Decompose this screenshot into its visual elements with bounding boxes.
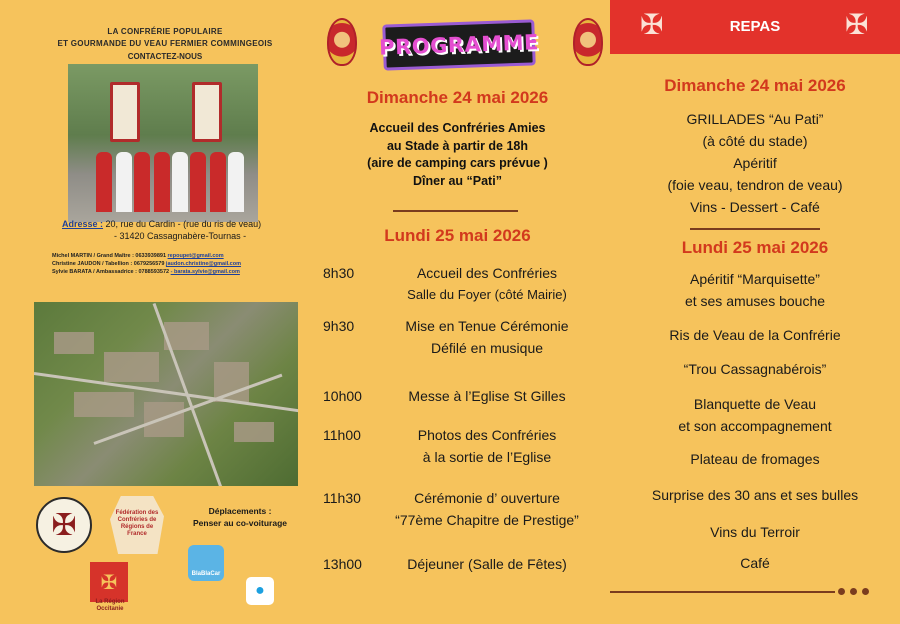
- deplacements-note: Déplacements : Penser au co-voiturage: [192, 506, 287, 528]
- repas-panel: [610, 0, 900, 624]
- divider: [690, 228, 820, 230]
- veal-mascot-icon: [327, 18, 357, 66]
- address-line2: - 31420 Cassagnabère-Tournas -: [114, 231, 247, 241]
- veal-mascot-icon: [573, 18, 603, 66]
- schedule-time: 10h00: [323, 388, 362, 404]
- procession-photo: [68, 64, 258, 222]
- org-title-line2: ET GOURMANDE DU VEAU FERMIER COMMINGEOIS: [57, 39, 273, 48]
- sunday-welcome: Accueil des Confréries Amies au Stade à partir de 18h (aire de camping cars prévue ) Dîner au “Pati”: [367, 121, 548, 188]
- robe-figure: [228, 152, 244, 212]
- robe-figure: [154, 152, 170, 212]
- banner-left: [110, 82, 140, 142]
- schedule-time: 11h30: [323, 490, 361, 506]
- programme-panel: PROGRAMME Dimanche 24 mai 2026 Accueil des Confréries Amies au Stade à partir de 18h (aire de camping cars prévue ) Dîner au “Pati” Lundi 25 mai 2026 8h30 Accueil des Confréries Salle du Foyer (côté Mairie) 9h30 Mise en Tenue Cérémonie Défilé en musique 10h00 Messe à l’Eglise St Gilles 11h00 Photos des Confréries à la sortie de l’Eglise 11h30 Cérémonie d’ ouverture “77ème Chapitre de Prestige” 13h00 Déjeuner (Salle de Fêtes): [305, 0, 610, 624]
- info-panel: [0, 0, 305, 624]
- programme-title: PROGRAMME: [382, 19, 536, 70]
- menu-item: Vins du Terroir: [710, 524, 800, 540]
- app-drop-icon: ●: [246, 577, 274, 605]
- org-title-line1: LA CONFRÉRIE POPULAIRE: [107, 27, 223, 36]
- contact-row: Michel MARTIN / Grand Maître : 0633939891 repoupet@gmail.com: [52, 253, 224, 259]
- menu-item: Ris de Veau de la Confrérie: [669, 327, 841, 343]
- menu-item-blanquette: Blanquette de Veau et son accompagnement: [678, 396, 832, 434]
- divider: [393, 210, 518, 212]
- repas-day-monday: Lundi 25 mai 2026: [681, 238, 829, 257]
- repas-header: [610, 0, 900, 54]
- occitan-cross-logo: ✠: [36, 497, 92, 553]
- aerial-photo: [34, 302, 298, 486]
- blablacar-icon: BlaBlaCar: [188, 545, 224, 581]
- address-label: Adresse :: [62, 219, 104, 229]
- occitan-cross-icon: ✠: [845, 9, 869, 40]
- robe-figure: [96, 152, 112, 212]
- banner-right: [192, 82, 222, 142]
- robe-figure: [210, 152, 226, 212]
- menu-item: Surprise des 30 ans et ses bulles: [651, 487, 859, 503]
- address-line1: 20, rue du Cardin - (rue du ris de veau): [103, 219, 262, 229]
- divider-dot: [850, 588, 857, 595]
- contact-row: Christine JAUDON / Tabellion : 0679256579 jaudon.christine@gmail.com: [52, 261, 241, 267]
- monday-aperitif: Apéritif “Marquisette” et ses amuses bouche: [684, 271, 826, 309]
- robe-figure: [116, 152, 132, 212]
- day-heading-sunday: Dimanche 24 mai 2026: [366, 88, 549, 107]
- email-link[interactable]: repoupet@gmail.com: [167, 253, 224, 259]
- confrerie-title: [40, 26, 290, 50]
- robe-figure: [134, 152, 150, 212]
- divider-dot: [862, 588, 869, 595]
- day-heading-monday: Lundi 25 mai 2026: [384, 226, 531, 245]
- sunday-menu: GRILLADES “Au Pati” (à côté du stade) Apéritif (foie veau, tendron de veau) Vins - Dessert - Café: [667, 111, 843, 215]
- robe-figure: [190, 152, 206, 212]
- occitan-cross-icon: ✠: [640, 9, 664, 40]
- address-block: [62, 218, 302, 242]
- contact-row: Sylvie BARATA / Ambassadrice : 0788593572 - barata.sylvie@gmail.com: [52, 269, 240, 275]
- schedule-time: 8h30: [323, 265, 355, 281]
- occitanie-region-label: La Région Occitanie: [95, 599, 125, 612]
- menu-item: Plateau de fromages: [690, 451, 820, 467]
- divider: [610, 591, 835, 593]
- email-link[interactable]: - barata.sylvie@gmail.com: [170, 269, 240, 275]
- email-link[interactable]: jaudon.christine@gmail.com: [165, 261, 241, 267]
- contacts-list: [52, 252, 302, 276]
- schedule-time: 13h00: [323, 556, 362, 572]
- schedule-time: 11h00: [323, 427, 361, 443]
- occitanie-region-logo: ✠: [90, 562, 128, 602]
- schedule-time: 9h30: [323, 318, 355, 334]
- repas-day-sunday: Dimanche 24 mai 2026: [664, 76, 846, 95]
- robe-figure: [172, 152, 188, 212]
- contact-heading: CONTACTEZ-NOUS: [127, 52, 203, 61]
- menu-item: “Trou Cassagnabérois”: [683, 361, 827, 377]
- federation-logo: Fédération des Confréries de Régions de France: [110, 496, 164, 554]
- menu-item: Café: [740, 555, 770, 571]
- repas-title: REPAS: [729, 18, 781, 35]
- divider-dot: [838, 588, 845, 595]
